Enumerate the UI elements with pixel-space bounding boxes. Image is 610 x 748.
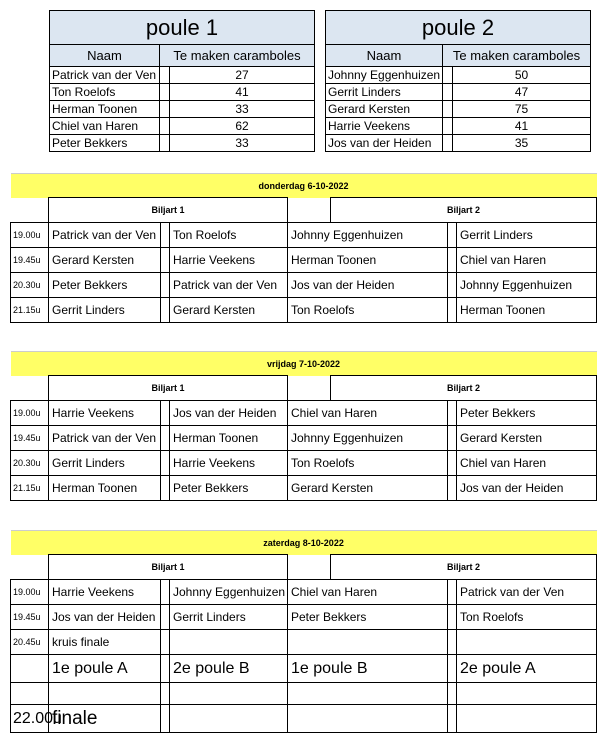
player-cell: 1e poule B: [288, 655, 448, 683]
schedule-day-2: [10, 351, 597, 501]
player-cell: Peter Bekkers: [49, 273, 161, 298]
player-cell: [170, 630, 288, 655]
match-time: 21.15u: [11, 476, 49, 501]
caramboles-value: 41: [453, 118, 591, 135]
player-cell: [457, 683, 597, 705]
player-name: Harrie Veekens: [326, 118, 443, 135]
player-cell: Chiel van Haren: [457, 451, 597, 476]
player-cell: Gerard Kersten: [457, 426, 597, 451]
match-row: [11, 476, 597, 501]
match-time: 19.45u: [11, 248, 49, 273]
player-cell: Herman Toonen: [457, 298, 597, 323]
match-time: 21.15u: [11, 298, 49, 323]
player-name: Gerrit Linders: [326, 84, 443, 101]
table-row: [326, 67, 591, 84]
player-cell: Ton Roelofs: [288, 298, 448, 323]
player-name: Jos van der Heiden: [326, 135, 443, 152]
player-cell: [49, 683, 161, 705]
player-cell: Herman Toonen: [288, 248, 448, 273]
poule-title: poule 1: [50, 11, 315, 45]
player-cell: Johnny Eggenhuizen: [170, 580, 288, 605]
biljart-2-header: Biljart 2: [331, 555, 597, 580]
match-time: [11, 655, 49, 683]
column-header-caramboles: Te maken caramboles: [443, 45, 591, 67]
player-name: Johnny Eggenhuizen: [326, 67, 443, 84]
match-row: [11, 401, 597, 426]
column-header-caramboles: Te maken caramboles: [160, 45, 315, 67]
match-row: [11, 451, 597, 476]
biljart-2-header: Biljart 2: [331, 376, 597, 401]
table-row: [326, 84, 591, 101]
schedule-day-1: [10, 173, 597, 323]
caramboles-value: 47: [453, 84, 591, 101]
table-row: [326, 101, 591, 118]
match-time: 20.30u: [11, 273, 49, 298]
caramboles-value: 33: [170, 101, 315, 118]
day-date-banner: donderdag 6-10-2022: [11, 174, 597, 198]
player-cell: Johnny Eggenhuizen: [288, 223, 448, 248]
player-cell: Ton Roelofs: [288, 451, 448, 476]
player-cell: Patrick van der Ven: [457, 580, 597, 605]
player-cell: Patrick van der Ven: [49, 426, 161, 451]
player-cell: Patrick van der Ven: [49, 223, 161, 248]
match-time: [11, 683, 49, 705]
schedule-day-3: [10, 530, 597, 733]
player-name: Herman Toonen: [50, 101, 160, 118]
caramboles-value: 62: [170, 118, 315, 135]
caramboles-value: 33: [170, 135, 315, 152]
player-cell: Jos van der Heiden: [457, 476, 597, 501]
player-cell: Jos van der Heiden: [288, 273, 448, 298]
match-time: 22.00u: [11, 705, 49, 733]
player-cell: Johnny Eggenhuizen: [457, 273, 597, 298]
match-row: [11, 273, 597, 298]
table-row: [50, 101, 315, 118]
match-row: [11, 683, 597, 705]
match-time: 19.45u: [11, 605, 49, 630]
match-time: 19.45u: [11, 426, 49, 451]
player-cell: Herman Toonen: [49, 476, 161, 501]
player-name: Peter Bekkers: [50, 135, 160, 152]
player-cell: Patrick van der Ven: [170, 273, 288, 298]
player-cell: [288, 683, 448, 705]
player-cell: Gerrit Linders: [457, 223, 597, 248]
player-cell: finale: [49, 705, 161, 733]
biljart-2-header: Biljart 2: [331, 198, 597, 223]
column-header-naam: Naam: [326, 45, 443, 67]
match-row: [11, 248, 597, 273]
player-cell: 1e poule A: [49, 655, 161, 683]
player-cell: Jos van der Heiden: [170, 401, 288, 426]
player-cell: Johnny Eggenhuizen: [288, 426, 448, 451]
match-row: [11, 655, 597, 683]
player-name: Ton Roelofs: [50, 84, 160, 101]
player-cell: [170, 705, 288, 733]
player-cell: Harrie Veekens: [170, 451, 288, 476]
caramboles-value: 75: [453, 101, 591, 118]
player-cell: Gerrit Linders: [170, 605, 288, 630]
biljart-1-header: Biljart 1: [49, 555, 288, 580]
player-cell: Herman Toonen: [170, 426, 288, 451]
player-cell: Harrie Veekens: [170, 248, 288, 273]
match-row: [11, 426, 597, 451]
day-date-banner: zaterdag 8-10-2022: [11, 531, 597, 555]
match-time: 19.00u: [11, 580, 49, 605]
player-cell: Ton Roelofs: [170, 223, 288, 248]
match-row: [11, 580, 597, 605]
player-name: Chiel van Haren: [50, 118, 160, 135]
match-time: 19.00u: [11, 401, 49, 426]
player-cell: [457, 630, 597, 655]
match-row: [11, 630, 597, 655]
poule-2-table: [325, 10, 591, 152]
player-cell: 2e poule A: [457, 655, 597, 683]
player-name: Gerard Kersten: [326, 101, 443, 118]
match-time: 19.00u: [11, 223, 49, 248]
player-cell: Chiel van Haren: [457, 248, 597, 273]
player-cell: Gerard Kersten: [49, 248, 161, 273]
table-row: [50, 84, 315, 101]
player-cell: Ton Roelofs: [457, 605, 597, 630]
player-cell: Gerrit Linders: [49, 298, 161, 323]
day-date-banner: vrijdag 7-10-2022: [11, 352, 597, 376]
player-cell: Gerard Kersten: [170, 298, 288, 323]
player-cell: kruis finale: [49, 630, 161, 655]
column-header-naam: Naam: [50, 45, 160, 67]
match-time: 20.45u: [11, 630, 49, 655]
poule-1-table: [49, 10, 315, 152]
player-cell: Chiel van Haren: [288, 580, 448, 605]
caramboles-value: 50: [453, 67, 591, 84]
player-cell: Harrie Veekens: [49, 580, 161, 605]
caramboles-value: 41: [170, 84, 315, 101]
table-row: [326, 135, 591, 152]
player-cell: Chiel van Haren: [288, 401, 448, 426]
match-row: [11, 298, 597, 323]
player-cell: [288, 630, 448, 655]
player-cell: Peter Bekkers: [288, 605, 448, 630]
player-cell: Jos van der Heiden: [49, 605, 161, 630]
table-row: [50, 67, 315, 84]
player-cell: [288, 705, 448, 733]
player-name: Patrick van der Ven: [50, 67, 160, 84]
match-row: [11, 223, 597, 248]
match-row: [11, 605, 597, 630]
poule-title: poule 2: [326, 11, 591, 45]
caramboles-value: 27: [170, 67, 315, 84]
player-cell: Peter Bekkers: [457, 401, 597, 426]
table-row: [50, 135, 315, 152]
biljart-1-header: Biljart 1: [49, 198, 288, 223]
player-cell: [170, 683, 288, 705]
player-cell: Gerard Kersten: [288, 476, 448, 501]
match-row: [11, 705, 597, 733]
table-row: [326, 118, 591, 135]
player-cell: 2e poule B: [170, 655, 288, 683]
biljart-1-header: Biljart 1: [49, 376, 288, 401]
player-cell: [457, 705, 597, 733]
table-row: [50, 118, 315, 135]
match-time: 20.30u: [11, 451, 49, 476]
player-cell: Peter Bekkers: [170, 476, 288, 501]
caramboles-value: 35: [453, 135, 591, 152]
player-cell: Gerrit Linders: [49, 451, 161, 476]
player-cell: Harrie Veekens: [49, 401, 161, 426]
